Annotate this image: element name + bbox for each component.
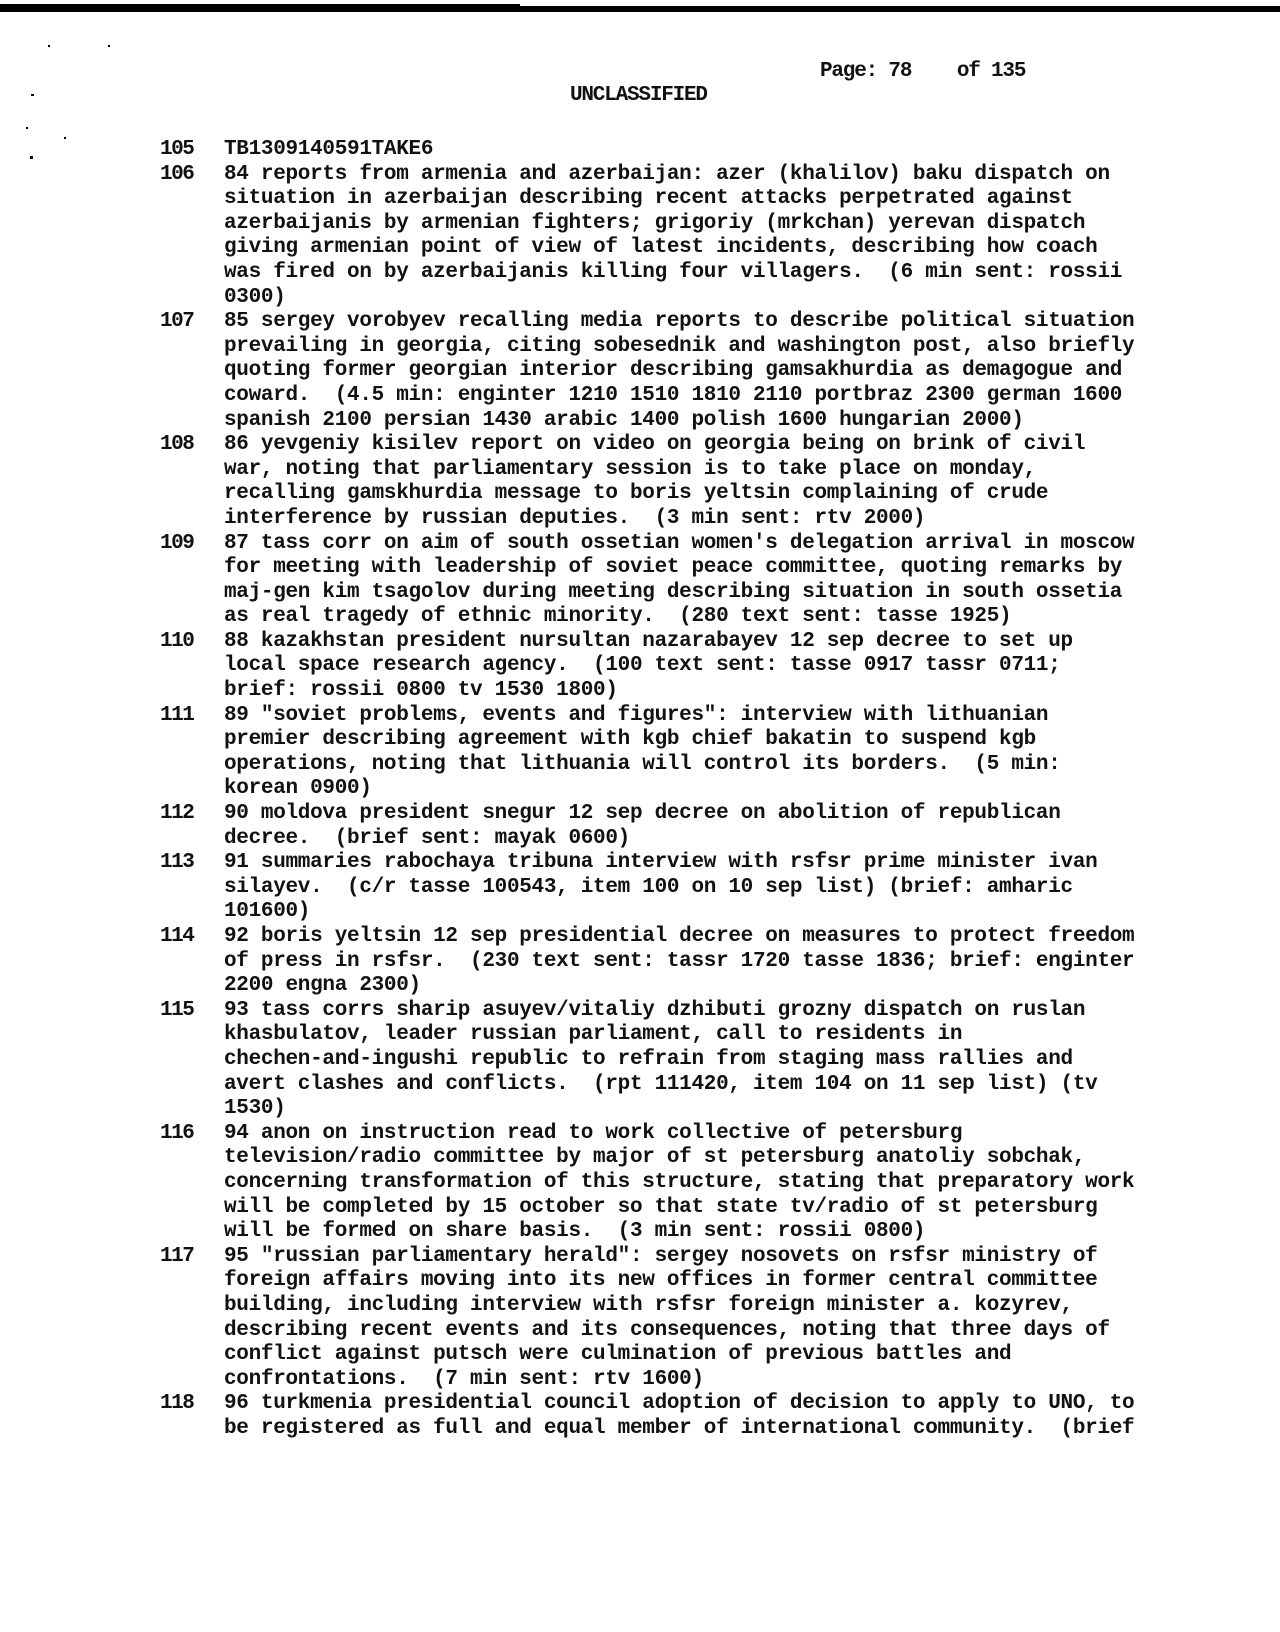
scan-speck: [31, 94, 34, 96]
list-entry: [0, 704, 1280, 802]
entry-text-line: describing recent events and its consequences, noting that three days of: [224, 1318, 1110, 1342]
entry-text-line: confrontations. (7 min sent: rtv 1600): [224, 1367, 704, 1391]
scan-speck: [26, 127, 28, 129]
entry-text-line: 93 tass corrs sharip asuyev/vitaliy dzhibuti grozny dispatch on ruslan: [224, 998, 1086, 1022]
entry-text-line: brief: rossii 0800 tv 1530 1800): [224, 679, 618, 703]
entry-text-line: khasbulatov, leader russian parliament, call to residents in: [224, 1023, 963, 1047]
entry-text: [224, 999, 1274, 1122]
entry-text-line: recalling gamskhurdia message to boris yeltsin complaining of crude: [224, 482, 1049, 506]
list-entry: [0, 999, 1280, 1122]
line-number: 106: [160, 162, 194, 186]
list-entry: [0, 802, 1280, 851]
entry-text-line: will be formed on share basis. (3 min sent: rossii 0800): [224, 1220, 926, 1244]
line-number: 116: [160, 1121, 194, 1145]
entry-text-line: 91 summaries rabochaya tribuna interview with rsfsr prime minister ivan: [224, 851, 1098, 875]
entry-text-line: 85 sergey vorobyev recalling media reports to describe political situation: [224, 310, 1135, 334]
list-entry: [0, 925, 1280, 999]
entry-text-line: be registered as full and equal member of international community. (brief: [224, 1416, 1135, 1440]
line-number: 110: [160, 629, 194, 653]
entry-text-line: operations, noting that lithuania will control its borders. (5 min:: [224, 752, 1061, 776]
entry-text-line: was fired on by azerbaijanis killing four villagers. (6 min sent: rossii: [224, 260, 1123, 284]
entry-text-line: local space research agency. (100 text sent: tasse 0917 tassr 0711;: [224, 654, 1061, 678]
classification-label: UNCLASSIFIED: [570, 84, 707, 107]
entry-text-line: coward. (4.5 min: enginter 1210 1510 1810 2110 portbraz 2300 german 1600: [224, 383, 1123, 407]
entry-text-line: situation in azerbaijan describing recent attacks perpetrated against: [224, 187, 1073, 211]
entry-text-line: quoting former georgian interior describing gamsakhurdia as demagogue and: [224, 359, 1123, 383]
entry-text-line: conflict against putsch were culmination of previous battles and: [224, 1343, 1012, 1367]
entry-text-line: premier describing agreement with kgb chief bakatin to suspend kgb: [224, 728, 1036, 752]
entry-text: [224, 532, 1274, 630]
line-number: 114: [160, 925, 194, 948]
numbered-entry-list: [0, 138, 1280, 1441]
entry-text-line: 101600): [224, 900, 311, 924]
line-number: 108: [160, 433, 194, 457]
line-number: 113: [160, 851, 194, 875]
scan-speck: [108, 45, 110, 47]
entry-text: [224, 630, 1274, 704]
entry-text-line: 94 anon on instruction read to work collective of petersburg: [224, 1121, 963, 1145]
entry-text-line: 87 tass corr on aim of south ossetian women's delegation arrival in moscow: [224, 531, 1135, 555]
entry-text: [224, 138, 1274, 163]
line-number: 107: [160, 310, 194, 334]
entry-text-line: avert clashes and conflicts. (rpt 111420, item 104 on 11 sep list) (tv: [224, 1072, 1098, 1096]
entry-text-line: war, noting that parliamentary session is to take place on monday,: [224, 457, 1036, 481]
list-entry: [0, 163, 1280, 311]
entry-text: [224, 310, 1274, 433]
entry-text-line: 90 moldova president snegur 12 sep decree on abolition of republican: [224, 802, 1061, 826]
entry-text-line: 95 "russian parliamentary herald": sergey nosovets on rsfsr ministry of: [224, 1244, 1098, 1268]
entry-text-line: giving armenian point of view of latest incidents, describing how coach: [224, 236, 1098, 260]
entry-text-line: of press in rsfsr. (230 text sent: tassr 1720 tasse 1836; brief: enginter: [224, 949, 1135, 973]
list-entry: [0, 433, 1280, 531]
line-number: 109: [160, 531, 194, 555]
entry-text: [224, 704, 1274, 802]
entry-text: [224, 925, 1274, 999]
entry-text-line: chechen-and-ingushi republic to refrain from staging mass rallies and: [224, 1047, 1073, 1071]
entry-text-line: for meeting with leadership of soviet peace committee, quoting remarks by: [224, 556, 1123, 580]
entry-text-line: as real tragedy of ethnic minority. (280 text sent: tasse 1925): [224, 605, 1012, 629]
scan-top-edge-rule: [0, 6, 1280, 12]
line-number: 118: [160, 1392, 194, 1416]
entry-text-line: 92 boris yeltsin 12 sep presidential decree on measures to protect freedom: [224, 925, 1135, 948]
list-entry: [0, 532, 1280, 630]
entry-text-line: silayev. (c/r tasse 100543, item 100 on 10 sep list) (brief: amharic: [224, 875, 1073, 899]
entry-text: [224, 1245, 1274, 1393]
line-number: 117: [160, 1244, 194, 1268]
entry-text: [224, 1122, 1274, 1245]
entry-text-line: will be completed by 15 october so that state tv/radio of st petersburg: [224, 1195, 1098, 1219]
scan-speck: [48, 45, 50, 47]
entry-text-line: 88 kazakhstan president nursultan nazarabayev 12 sep decree to set up: [224, 629, 1073, 653]
entry-text: [224, 433, 1274, 531]
entry-text: [224, 163, 1274, 311]
line-number: 105: [160, 138, 194, 161]
entry-text-line: decree. (brief sent: mayak 0600): [224, 826, 630, 850]
list-entry: [0, 630, 1280, 704]
list-entry: [0, 138, 1280, 163]
entry-text-line: azerbaijanis by armenian fighters; grigoriy (mrkchan) yerevan dispatch: [224, 211, 1086, 235]
page-total: of 135: [956, 60, 1026, 83]
entry-text-line: interference by russian deputies. (3 min sent: rtv 2000): [224, 506, 926, 530]
line-number: 112: [160, 802, 194, 826]
entry-text-line: concerning transformation of this structure, stating that preparatory work: [224, 1170, 1135, 1194]
list-entry: [0, 1122, 1280, 1245]
entry-text: [224, 1392, 1274, 1441]
entry-text-line: 96 turkmenia presidential council adoption of decision to apply to UNO, to: [224, 1392, 1135, 1416]
entry-text-line: prevailing in georgia, citing sobesednik and washington post, also briefly: [224, 334, 1135, 358]
entry-text-line: television/radio committee by major of st petersburg anatoliy sobchak,: [224, 1146, 1086, 1170]
entry-text: [224, 851, 1274, 925]
entry-text-line: 89 "soviet problems, events and figures": interview with lithuanian: [224, 703, 1049, 727]
page-number: Page: 78: [820, 60, 912, 83]
entry-text-line: korean 0900): [224, 777, 372, 801]
entry-text: [224, 802, 1274, 851]
entry-text-line: TB1309140591TAKE6: [224, 138, 434, 161]
entry-text-line: building, including interview with rsfsr foreign minister a. kozyrev,: [224, 1293, 1073, 1317]
entry-text-line: 86 yevgeniy kisilev report on video on georgia being on brink of civil: [224, 433, 1086, 457]
list-entry: [0, 310, 1280, 433]
entry-text-line: 84 reports from armenia and azerbaijan: azer (khalilov) baku dispatch on: [224, 162, 1110, 186]
list-entry: [0, 1392, 1280, 1441]
list-entry: [0, 1245, 1280, 1393]
list-entry: [0, 851, 1280, 925]
entry-text-line: 0300): [224, 285, 286, 309]
entry-text-line: maj-gen kim tsagolov during meeting describing situation in south ossetia: [224, 580, 1123, 604]
line-number: 115: [160, 998, 194, 1022]
page-indicator: [820, 60, 1025, 83]
entry-text-line: foreign affairs moving into its new offices in former central committee: [224, 1269, 1098, 1293]
line-number: 111: [160, 703, 194, 727]
entry-text-line: 2200 engna 2300): [224, 974, 421, 998]
entry-text-line: 1530): [224, 1097, 286, 1121]
entry-text-line: spanish 2100 persian 1430 arabic 1400 polish 1600 hungarian 2000): [224, 408, 1024, 432]
